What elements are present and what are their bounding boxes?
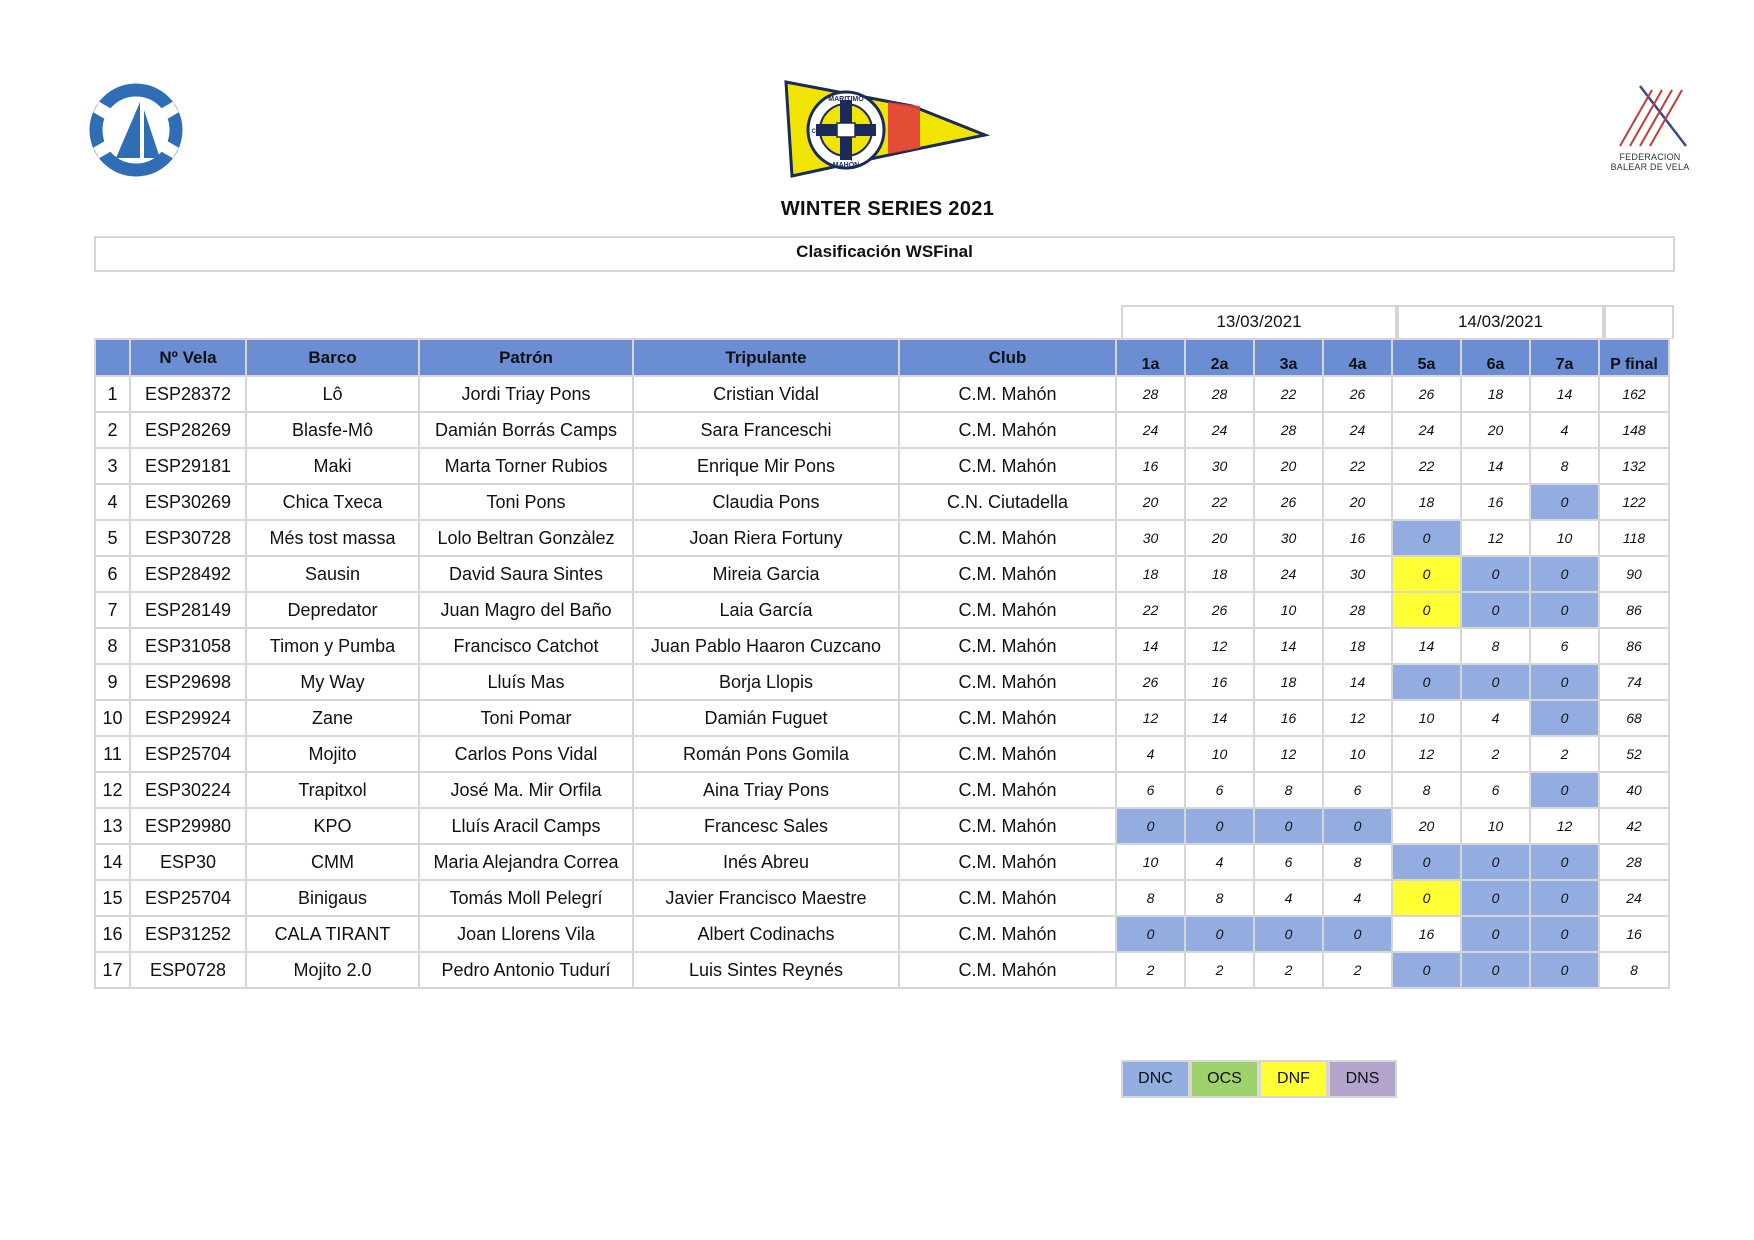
race-6-score-cell: 0 (1461, 880, 1530, 916)
crew-cell: Román Pons Gomila (633, 736, 899, 772)
race-7-score-cell: 14 (1530, 376, 1599, 412)
sail-number-cell: ESP30269 (130, 484, 246, 520)
club-cell: C.M. Mahón (899, 592, 1116, 628)
club-cell: C.M. Mahón (899, 808, 1116, 844)
final-points-cell: 86 (1599, 628, 1669, 664)
page-subtitle: Clasificación WSFinal (94, 236, 1675, 272)
federation-logo-icon (1600, 80, 1700, 152)
club-cell: C.M. Mahón (899, 412, 1116, 448)
final-points-cell: 132 (1599, 448, 1669, 484)
race-5-score-cell: 26 (1392, 376, 1461, 412)
skipper-cell: Maria Alejandra Correa (419, 844, 633, 880)
race-3-score-cell: 26 (1254, 484, 1323, 520)
race-6-score-cell: 10 (1461, 808, 1530, 844)
race-4-score-cell: 4 (1323, 880, 1392, 916)
race-4-score-cell: 28 (1323, 592, 1392, 628)
race-6-score-cell: 16 (1461, 484, 1530, 520)
race-5-score-cell: 12 (1392, 736, 1461, 772)
race-7-score-cell: 4 (1530, 412, 1599, 448)
final-points-cell: 24 (1599, 880, 1669, 916)
race-5-score-cell: 0 (1392, 880, 1461, 916)
boat-cell: Timon y Pumba (246, 628, 419, 664)
race-6-score-cell: 12 (1461, 520, 1530, 556)
club-cell: C.M. Mahón (899, 700, 1116, 736)
race-5-score-cell: 18 (1392, 484, 1461, 520)
position-cell: 1 (95, 376, 130, 412)
column-header-pos (95, 339, 130, 376)
position-cell: 11 (95, 736, 130, 772)
race-4-score-cell: 22 (1323, 448, 1392, 484)
federation-text-line1: FEDERACION (1619, 152, 1681, 162)
sail-number-cell: ESP29924 (130, 700, 246, 736)
boat-cell: Zane (246, 700, 419, 736)
race-7-score-cell: 0 (1530, 916, 1599, 952)
sail-number-cell: ESP29181 (130, 448, 246, 484)
final-points-cell: 28 (1599, 844, 1669, 880)
club-cell: C.M. Mahón (899, 664, 1116, 700)
race-4-score-cell: 18 (1323, 628, 1392, 664)
race-5-score-cell: 20 (1392, 808, 1461, 844)
crew-cell: Claudia Pons (633, 484, 899, 520)
final-points-cell: 42 (1599, 808, 1669, 844)
position-cell: 4 (95, 484, 130, 520)
skipper-cell: Lluís Mas (419, 664, 633, 700)
boat-cell: Binigaus (246, 880, 419, 916)
position-cell: 16 (95, 916, 130, 952)
sail-number-cell: ESP28149 (130, 592, 246, 628)
race-6-score-cell: 8 (1461, 628, 1530, 664)
race-7-score-cell: 2 (1530, 736, 1599, 772)
race-1-score-cell: 20 (1116, 484, 1185, 520)
position-cell: 3 (95, 448, 130, 484)
race-5-score-cell: 8 (1392, 772, 1461, 808)
table-row (95, 592, 1669, 628)
race-2-score-cell: 16 (1185, 664, 1254, 700)
final-points-cell: 40 (1599, 772, 1669, 808)
sail-number-cell: ESP29698 (130, 664, 246, 700)
race-7-score-cell: 0 (1530, 592, 1599, 628)
race-3-score-cell: 10 (1254, 592, 1323, 628)
race-2-score-cell: 10 (1185, 736, 1254, 772)
sail-number-cell: ESP0728 (130, 952, 246, 988)
race-1-score-cell: 14 (1116, 628, 1185, 664)
position-cell: 5 (95, 520, 130, 556)
legend-ocs: OCS (1190, 1060, 1259, 1098)
federation-text-line2: BALEAR DE VELA (1610, 162, 1690, 172)
crew-cell: Inés Abreu (633, 844, 899, 880)
race-6-score-cell: 0 (1461, 556, 1530, 592)
position-cell: 9 (95, 664, 130, 700)
race-4-score-cell: 0 (1323, 808, 1392, 844)
boat-cell: Sausin (246, 556, 419, 592)
club-cell: C.M. Mahón (899, 376, 1116, 412)
federation-logo (1600, 80, 1700, 180)
race-6-score-cell: 14 (1461, 448, 1530, 484)
crew-cell: Javier Francisco Maestre (633, 880, 899, 916)
column-header-patron: Patrón (419, 339, 633, 376)
final-points-cell: 68 (1599, 700, 1669, 736)
club-cell: C.M. Mahón (899, 556, 1116, 592)
boat-cell: Mojito (246, 736, 419, 772)
race-1-score-cell: 0 (1116, 808, 1185, 844)
club-cell: C.M. Mahón (899, 772, 1116, 808)
boat-cell: Trapitxol (246, 772, 419, 808)
sail-number-cell: ESP28492 (130, 556, 246, 592)
race-7-score-cell: 0 (1530, 484, 1599, 520)
column-header-race-6: 6a (1461, 339, 1530, 376)
race-1-score-cell: 24 (1116, 412, 1185, 448)
sail-number-cell: ESP28372 (130, 376, 246, 412)
boat-cell: CALA TIRANT (246, 916, 419, 952)
sail-number-cell: ESP30224 (130, 772, 246, 808)
table-header-row (95, 339, 1669, 376)
race-7-score-cell: 0 (1530, 700, 1599, 736)
sail-number-cell: ESP25704 (130, 880, 246, 916)
date-day-1: 13/03/2021 (1121, 305, 1397, 339)
race-4-score-cell: 20 (1323, 484, 1392, 520)
race-3-score-cell: 20 (1254, 448, 1323, 484)
race-4-score-cell: 2 (1323, 952, 1392, 988)
skipper-cell: Lolo Beltran Gonzàlez (419, 520, 633, 556)
race-3-score-cell: 22 (1254, 376, 1323, 412)
skipper-cell: David Saura Sintes (419, 556, 633, 592)
race-7-score-cell: 12 (1530, 808, 1599, 844)
race-5-score-cell: 0 (1392, 952, 1461, 988)
crew-cell: Aina Triay Pons (633, 772, 899, 808)
race-2-score-cell: 0 (1185, 808, 1254, 844)
sail-number-cell: ESP31058 (130, 628, 246, 664)
race-2-score-cell: 4 (1185, 844, 1254, 880)
race-2-score-cell: 22 (1185, 484, 1254, 520)
skipper-cell: Marta Torner Rubios (419, 448, 633, 484)
skipper-cell: Pedro Antonio Tudurí (419, 952, 633, 988)
race-4-score-cell: 16 (1323, 520, 1392, 556)
boat-cell: KPO (246, 808, 419, 844)
position-cell: 6 (95, 556, 130, 592)
club-cell: C.M. Mahón (899, 916, 1116, 952)
race-6-score-cell: 0 (1461, 844, 1530, 880)
race-6-score-cell: 4 (1461, 700, 1530, 736)
skipper-cell: José Ma. Mir Orfila (419, 772, 633, 808)
table-row (95, 484, 1669, 520)
race-3-score-cell: 12 (1254, 736, 1323, 772)
legend (1121, 1060, 1397, 1098)
crew-cell: Juan Pablo Haaron Cuzcano (633, 628, 899, 664)
skipper-cell: Jordi Triay Pons (419, 376, 633, 412)
club-burgee-icon (780, 80, 990, 180)
legend-dns: DNS (1328, 1060, 1397, 1098)
boat-cell: Lô (246, 376, 419, 412)
crew-cell: Albert Codinachs (633, 916, 899, 952)
race-5-score-cell: 10 (1392, 700, 1461, 736)
race-3-score-cell: 6 (1254, 844, 1323, 880)
results-table (94, 338, 1670, 989)
table-row (95, 700, 1669, 736)
column-header-race-7: 7a (1530, 339, 1599, 376)
final-points-cell: 118 (1599, 520, 1669, 556)
table-row (95, 448, 1669, 484)
sail-ring-logo (86, 80, 186, 180)
race-6-score-cell: 6 (1461, 772, 1530, 808)
race-5-score-cell: 22 (1392, 448, 1461, 484)
sail-number-cell: ESP30 (130, 844, 246, 880)
race-3-score-cell: 16 (1254, 700, 1323, 736)
race-2-score-cell: 0 (1185, 916, 1254, 952)
race-3-score-cell: 2 (1254, 952, 1323, 988)
final-points-cell: 86 (1599, 592, 1669, 628)
race-3-score-cell: 14 (1254, 628, 1323, 664)
crew-cell: Joan Riera Fortuny (633, 520, 899, 556)
race-4-score-cell: 14 (1323, 664, 1392, 700)
skipper-cell: Toni Pomar (419, 700, 633, 736)
boat-cell: Depredator (246, 592, 419, 628)
sail-number-cell: ESP30728 (130, 520, 246, 556)
column-header-race-4: 4a (1323, 339, 1392, 376)
race-2-score-cell: 8 (1185, 880, 1254, 916)
skipper-cell: Tomás Moll Pelegrí (419, 880, 633, 916)
club-cell: C.M. Mahón (899, 448, 1116, 484)
boat-cell: Maki (246, 448, 419, 484)
race-7-score-cell: 0 (1530, 844, 1599, 880)
legend-dnf: DNF (1259, 1060, 1328, 1098)
race-2-score-cell: 12 (1185, 628, 1254, 664)
position-cell: 17 (95, 952, 130, 988)
table-row (95, 736, 1669, 772)
crew-cell: Damián Fuguet (633, 700, 899, 736)
position-cell: 7 (95, 592, 130, 628)
race-2-score-cell: 2 (1185, 952, 1254, 988)
race-1-score-cell: 28 (1116, 376, 1185, 412)
crew-cell: Sara Franceschi (633, 412, 899, 448)
club-burgee-logo (780, 80, 990, 180)
table-row (95, 808, 1669, 844)
race-3-score-cell: 4 (1254, 880, 1323, 916)
race-2-score-cell: 20 (1185, 520, 1254, 556)
final-points-cell: 16 (1599, 916, 1669, 952)
crew-cell: Borja Llopis (633, 664, 899, 700)
skipper-cell: Toni Pons (419, 484, 633, 520)
race-7-score-cell: 0 (1530, 556, 1599, 592)
column-header-race-2: 2a (1185, 339, 1254, 376)
crew-cell: Cristian Vidal (633, 376, 899, 412)
club-cell: C.M. Mahón (899, 880, 1116, 916)
final-points-cell: 52 (1599, 736, 1669, 772)
table-row (95, 772, 1669, 808)
table-row (95, 844, 1669, 880)
race-5-score-cell: 0 (1392, 556, 1461, 592)
race-7-score-cell: 8 (1530, 448, 1599, 484)
race-3-score-cell: 24 (1254, 556, 1323, 592)
race-3-score-cell: 8 (1254, 772, 1323, 808)
race-4-score-cell: 26 (1323, 376, 1392, 412)
boat-cell: Chica Txeca (246, 484, 419, 520)
race-5-score-cell: 0 (1392, 592, 1461, 628)
race-1-score-cell: 10 (1116, 844, 1185, 880)
club-cell: C.M. Mahón (899, 520, 1116, 556)
race-7-score-cell: 0 (1530, 664, 1599, 700)
date-empty-cell (1604, 305, 1674, 339)
column-header-vela: Nº Vela (130, 339, 246, 376)
race-6-score-cell: 20 (1461, 412, 1530, 448)
date-day-2: 14/03/2021 (1397, 305, 1604, 339)
race-1-score-cell: 18 (1116, 556, 1185, 592)
race-5-score-cell: 16 (1392, 916, 1461, 952)
skipper-cell: Joan Llorens Vila (419, 916, 633, 952)
club-cell: C.M. Mahón (899, 736, 1116, 772)
race-2-score-cell: 14 (1185, 700, 1254, 736)
table-row (95, 880, 1669, 916)
column-header-barco: Barco (246, 339, 419, 376)
race-7-score-cell: 0 (1530, 772, 1599, 808)
race-2-score-cell: 30 (1185, 448, 1254, 484)
race-6-score-cell: 18 (1461, 376, 1530, 412)
column-header-race-1: 1a (1116, 339, 1185, 376)
race-4-score-cell: 0 (1323, 916, 1392, 952)
sail-number-cell: ESP29980 (130, 808, 246, 844)
date-header-row (1121, 305, 1674, 339)
race-3-score-cell: 0 (1254, 916, 1323, 952)
table-row (95, 520, 1669, 556)
race-6-score-cell: 0 (1461, 916, 1530, 952)
position-cell: 8 (95, 628, 130, 664)
burgee-text-top: MARITIMO (828, 96, 864, 103)
skipper-cell: Lluís Aracil Camps (419, 808, 633, 844)
boat-cell: My Way (246, 664, 419, 700)
table-row (95, 952, 1669, 988)
position-cell: 12 (95, 772, 130, 808)
race-4-score-cell: 24 (1323, 412, 1392, 448)
column-header-tripulante: Tripulante (633, 339, 899, 376)
column-header-final: P final (1599, 339, 1669, 376)
race-2-score-cell: 26 (1185, 592, 1254, 628)
race-1-score-cell: 26 (1116, 664, 1185, 700)
race-6-score-cell: 0 (1461, 592, 1530, 628)
boat-cell: Més tost massa (246, 520, 419, 556)
race-4-score-cell: 12 (1323, 700, 1392, 736)
position-cell: 2 (95, 412, 130, 448)
final-points-cell: 74 (1599, 664, 1669, 700)
boat-cell: Mojito 2.0 (246, 952, 419, 988)
sail-number-cell: ESP25704 (130, 736, 246, 772)
race-6-score-cell: 2 (1461, 736, 1530, 772)
page-title: WINTER SERIES 2021 (780, 198, 995, 220)
crew-cell: Luis Sintes Reynés (633, 952, 899, 988)
race-7-score-cell: 0 (1530, 880, 1599, 916)
race-4-score-cell: 6 (1323, 772, 1392, 808)
table-row (95, 376, 1669, 412)
race-2-score-cell: 28 (1185, 376, 1254, 412)
race-5-score-cell: 24 (1392, 412, 1461, 448)
race-2-score-cell: 6 (1185, 772, 1254, 808)
final-points-cell: 148 (1599, 412, 1669, 448)
legend-dnc: DNC (1121, 1060, 1190, 1098)
race-2-score-cell: 24 (1185, 412, 1254, 448)
sail-ring-icon (86, 80, 186, 180)
race-4-score-cell: 8 (1323, 844, 1392, 880)
table-row (95, 916, 1669, 952)
race-5-score-cell: 0 (1392, 520, 1461, 556)
final-points-cell: 8 (1599, 952, 1669, 988)
race-3-score-cell: 0 (1254, 808, 1323, 844)
skipper-cell: Damián Borrás Camps (419, 412, 633, 448)
position-cell: 10 (95, 700, 130, 736)
column-header-race-3: 3a (1254, 339, 1323, 376)
race-5-score-cell: 14 (1392, 628, 1461, 664)
position-cell: 15 (95, 880, 130, 916)
race-4-score-cell: 10 (1323, 736, 1392, 772)
race-3-score-cell: 28 (1254, 412, 1323, 448)
race-7-score-cell: 6 (1530, 628, 1599, 664)
race-3-score-cell: 30 (1254, 520, 1323, 556)
race-1-score-cell: 0 (1116, 916, 1185, 952)
sail-number-cell: ESP28269 (130, 412, 246, 448)
race-1-score-cell: 12 (1116, 700, 1185, 736)
race-1-score-cell: 8 (1116, 880, 1185, 916)
table-row (95, 556, 1669, 592)
race-4-score-cell: 30 (1323, 556, 1392, 592)
race-7-score-cell: 10 (1530, 520, 1599, 556)
table-row (95, 628, 1669, 664)
race-5-score-cell: 0 (1392, 844, 1461, 880)
crew-cell: Francesc Sales (633, 808, 899, 844)
race-1-score-cell: 16 (1116, 448, 1185, 484)
final-points-cell: 122 (1599, 484, 1669, 520)
crew-cell: Laia García (633, 592, 899, 628)
table-row (95, 664, 1669, 700)
race-1-score-cell: 6 (1116, 772, 1185, 808)
club-cell: C.M. Mahón (899, 952, 1116, 988)
sail-number-cell: ESP31252 (130, 916, 246, 952)
final-points-cell: 90 (1599, 556, 1669, 592)
race-1-score-cell: 2 (1116, 952, 1185, 988)
position-cell: 14 (95, 844, 130, 880)
race-1-score-cell: 22 (1116, 592, 1185, 628)
skipper-cell: Juan Magro del Baño (419, 592, 633, 628)
crew-cell: Enrique Mir Pons (633, 448, 899, 484)
race-5-score-cell: 0 (1392, 664, 1461, 700)
boat-cell: CMM (246, 844, 419, 880)
race-1-score-cell: 4 (1116, 736, 1185, 772)
final-points-cell: 162 (1599, 376, 1669, 412)
club-cell: C.M. Mahón (899, 628, 1116, 664)
race-6-score-cell: 0 (1461, 664, 1530, 700)
boat-cell: Blasfe-Mô (246, 412, 419, 448)
skipper-cell: Carlos Pons Vidal (419, 736, 633, 772)
race-3-score-cell: 18 (1254, 664, 1323, 700)
burgee-text-bottom: MAHÓN (832, 162, 860, 169)
club-cell: C.M. Mahón (899, 844, 1116, 880)
crew-cell: Mireia Garcia (633, 556, 899, 592)
race-2-score-cell: 18 (1185, 556, 1254, 592)
club-cell: C.N. Ciutadella (899, 484, 1116, 520)
column-header-race-5: 5a (1392, 339, 1461, 376)
position-cell: 13 (95, 808, 130, 844)
burgee-text-left: CLUB (811, 129, 829, 135)
race-7-score-cell: 0 (1530, 952, 1599, 988)
table-row (95, 412, 1669, 448)
skipper-cell: Francisco Catchot (419, 628, 633, 664)
column-header-club: Club (899, 339, 1116, 376)
race-6-score-cell: 0 (1461, 952, 1530, 988)
race-1-score-cell: 30 (1116, 520, 1185, 556)
